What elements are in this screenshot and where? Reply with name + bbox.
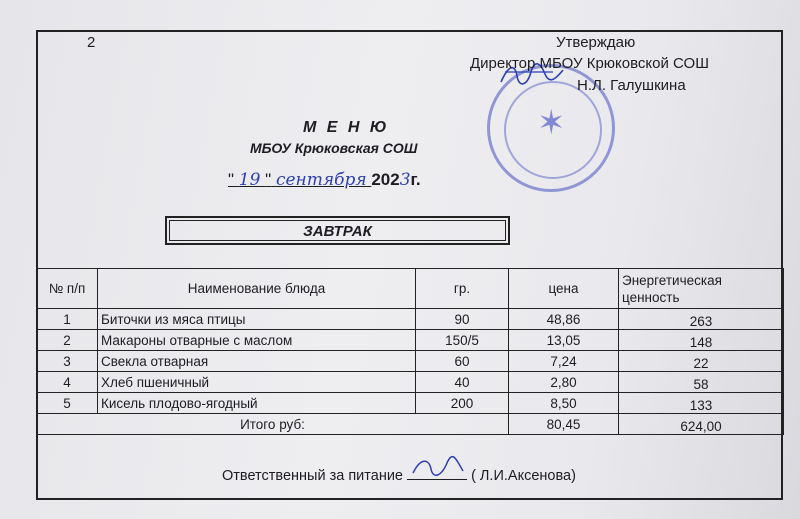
page-number: 2 (87, 34, 96, 51)
menu-table (36, 268, 784, 435)
director-name: Н.Л. Галушкина (577, 77, 686, 94)
menu-date (228, 170, 421, 190)
row-price: 48,86 (509, 309, 619, 330)
responsible-signature-icon (407, 465, 467, 480)
header-price: цена (509, 269, 619, 309)
table-header-row (37, 269, 784, 309)
director-title: Директор МБОУ Крюковской СОШ (470, 55, 709, 72)
date-year-label: г. (410, 170, 421, 189)
row-energy: 133 (619, 393, 784, 414)
row-name: Кисель плодово-ягодный (98, 393, 416, 414)
date-year-suffix: 3 (399, 170, 411, 190)
header-grams: гр. (416, 269, 509, 309)
header-num: № п/п (37, 269, 98, 309)
menu-title: М Е Н Ю (303, 119, 390, 136)
table-row (37, 372, 784, 393)
date-close-quote: " (265, 170, 272, 189)
official-stamp-icon: ✶ (487, 64, 615, 192)
row-name: Макароны отварные с маслом (98, 330, 416, 351)
row-num: 1 (37, 309, 98, 330)
row-energy: 58 (619, 372, 784, 393)
row-num: 4 (37, 372, 98, 393)
header-energy: Энергетическая ценность (619, 269, 784, 309)
date-day: 19 (238, 170, 261, 190)
row-num: 3 (37, 351, 98, 372)
row-energy: 263 (619, 309, 784, 330)
responsible-name: ( Л.И.Аксенова) (471, 468, 576, 484)
row-grams: 150/5 (416, 330, 509, 351)
row-grams: 90 (416, 309, 509, 330)
total-label: Итого руб: (37, 414, 509, 435)
meal-header (165, 216, 510, 245)
approve-label: Утверждаю (556, 34, 636, 51)
row-energy: 148 (619, 330, 784, 351)
row-energy: 22 (619, 351, 784, 372)
table-row (37, 393, 784, 414)
row-num: 2 (37, 330, 98, 351)
date-open-quote: " (228, 170, 235, 189)
total-row (37, 414, 784, 435)
row-name: Биточки из мяса птицы (98, 309, 416, 330)
school-name: МБОУ Крюковская СОШ (250, 140, 418, 156)
meal-label: ЗАВТРАК (303, 223, 372, 240)
row-grams: 200 (416, 393, 509, 414)
responsible-label: Ответственный за питание (222, 468, 403, 484)
row-price: 8,50 (509, 393, 619, 414)
row-price: 7,24 (509, 351, 619, 372)
row-price: 2,80 (509, 372, 619, 393)
row-name: Свекла отварная (98, 351, 416, 372)
date-year-prefix: 202 (371, 170, 400, 189)
row-num: 5 (37, 393, 98, 414)
row-price: 13,05 (509, 330, 619, 351)
table-row (37, 330, 784, 351)
total-price: 80,45 (509, 414, 619, 435)
row-name: Хлеб пшеничный (98, 372, 416, 393)
row-grams: 40 (416, 372, 509, 393)
table-row (37, 351, 784, 372)
total-energy: 624,00 (619, 414, 784, 435)
table-row (37, 309, 784, 330)
responsible-person (222, 465, 576, 484)
row-grams: 60 (416, 351, 509, 372)
header-name: Наименование блюда (98, 269, 416, 309)
date-month: сентября (275, 170, 367, 190)
